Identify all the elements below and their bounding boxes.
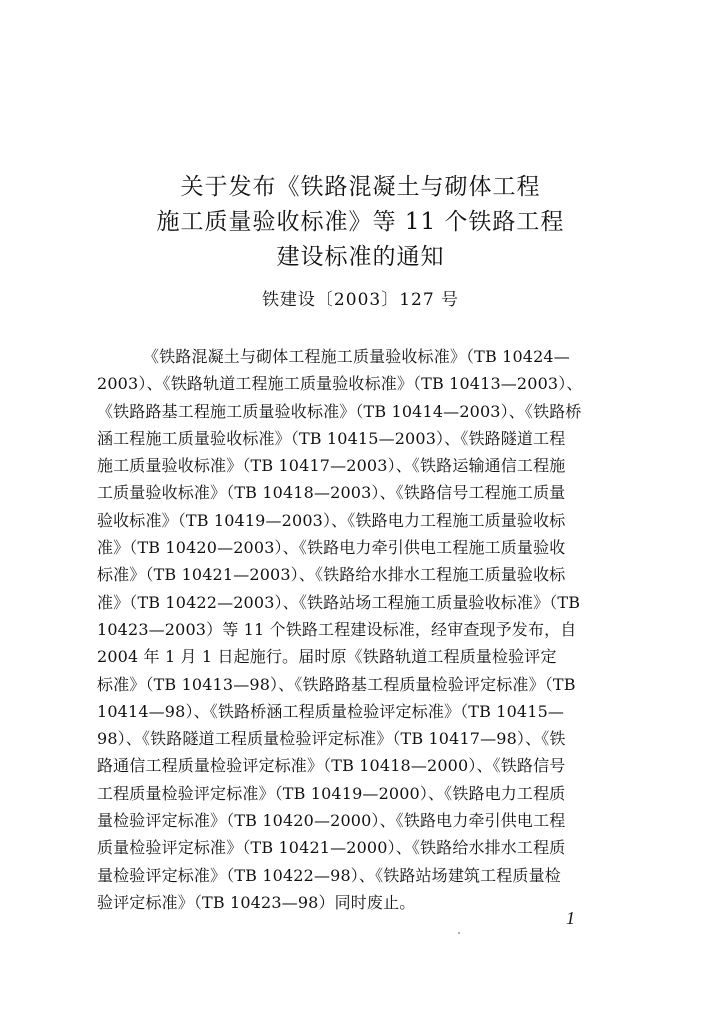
body-line: 工质量验收标准》（TB 10418—2003）、《铁路信号工程施工质量 xyxy=(97,483,566,503)
body-line: 路通信工程质量检验评定标准》（TB 10418—2000）、《铁路信号 xyxy=(97,756,566,776)
body-line: 准》（TB 10420—2003）、《铁路电力牵引供电工程施工质量验收 xyxy=(97,538,566,558)
body-line: 2004 年 1 月 1 日起施行。届时原《铁路轨道工程质量检验评定 xyxy=(97,647,557,667)
body-line: 验评定标准》（TB 10423—98）同时废止。 xyxy=(97,892,416,912)
scan-speck xyxy=(458,932,460,934)
body-line: 验收标准》（TB 10419—2003）、《铁路电力工程施工质量验收标 xyxy=(97,510,566,530)
body-line: 工程质量检验评定标准》（TB 10419—2000）、《铁路电力工程质 xyxy=(97,783,566,803)
body-line: 施工质量验收标准》（TB 10417—2003）、《铁路运输通信工程施 xyxy=(97,456,566,476)
title-line-1: 关于发布《铁路混凝土与砌体工程 xyxy=(180,174,541,200)
document-number: 铁建设〔2003〕127 号 xyxy=(261,290,460,310)
title-line-3: 建设标准的通知 xyxy=(276,244,445,270)
notice-title xyxy=(0,170,721,275)
body-line: 量检验评定标准》（TB 10422—98）、《铁路站场建筑工程质量检 xyxy=(97,865,561,885)
notice-body xyxy=(97,343,611,916)
body-line: 量检验评定标准》（TB 10420—2000）、《铁路电力牵引供电工程 xyxy=(97,811,566,831)
body-line: 准》（TB 10422—2003）、《铁路站场工程施工质量验收标准》（TB xyxy=(97,592,581,612)
title-line-2: 施工质量验收标准》等 11 个铁路工程 xyxy=(156,209,565,235)
body-line: 《铁路混凝土与砌体工程施工质量验收标准》（TB 10424— xyxy=(143,347,570,366)
body-line: 10423—2003）等 11 个铁路工程建设标准，经审查现予发布，自 xyxy=(97,619,577,639)
body-line: 10414—98）、《铁路桥涵工程质量检验评定标准》（TB 10415— xyxy=(97,701,565,721)
body-line: 《铁路路基工程施工质量验收标准》（TB 10414—2003）、《铁路桥 xyxy=(97,401,582,421)
body-line: 质量检验评定标准》（TB 10421—2000）、《铁路给水排水工程质 xyxy=(97,838,566,858)
body-line: 涵工程施工质量验收标准》（TB 10415—2003）、《铁路隧道工程 xyxy=(97,428,566,448)
page-number: 1 xyxy=(566,908,575,928)
body-line: 标准》（TB 10421—2003）、《铁路给水排水工程施工质量验收标 xyxy=(97,565,566,585)
body-line: 标准》（TB 10413—98）、《铁路路基工程质量检验评定标准》（TB xyxy=(97,674,576,694)
body-line: 2003）、《铁路轨道工程施工质量验收标准》（TB 10413—2003）、 xyxy=(97,374,583,394)
body-line: 98）、《铁路隧道工程质量检验评定标准》（TB 10417—98）、《铁 xyxy=(97,729,566,749)
